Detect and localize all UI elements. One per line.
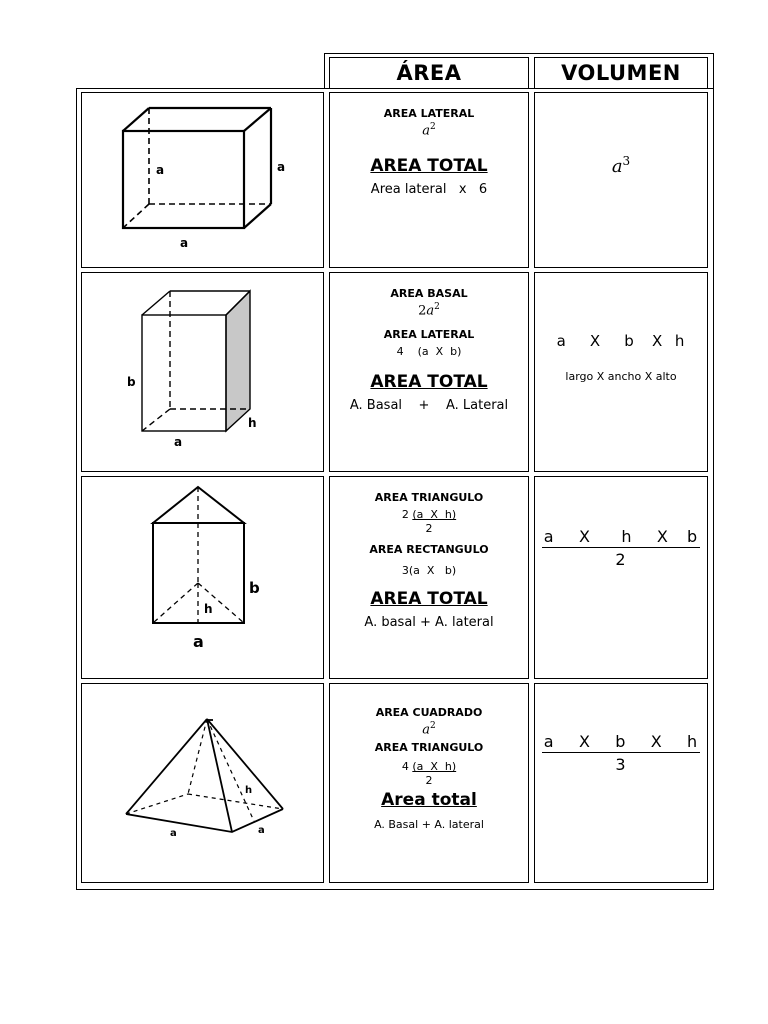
header-volumen-text: VOLUMEN: [561, 61, 681, 85]
row2-lateral-formula: 4 (a X b): [396, 345, 462, 359]
row3-label-rectangulo: AREA RECTANGULO: [369, 543, 489, 556]
row4-volume-numerator: a X b X h: [543, 732, 699, 751]
row3-figure-cell: [81, 476, 324, 679]
pyramid-label-a2: a: [258, 825, 265, 836]
row4-total-formula: A. Basal + A. lateral: [374, 818, 484, 832]
row3-area-total: AREA TOTAL: [370, 589, 488, 609]
rect-prism-figure: [82, 273, 322, 469]
row1-volume-cell: [534, 92, 708, 268]
row1-area-total: AREA TOTAL: [370, 156, 488, 177]
cube-label-a2: a: [277, 160, 286, 174]
row2-volume-cell: [534, 272, 708, 472]
row3-triangulo-denominator: 2: [425, 522, 433, 535]
row2-volume-formula: a X b X h: [556, 331, 686, 350]
row4-area-total: Area total: [381, 790, 477, 811]
pyramid-label-a1: a: [170, 828, 177, 839]
row2-formula-2a2: $2a^2$: [418, 302, 440, 319]
row1-volume-formula: $a^3$: [611, 153, 631, 177]
tri-prism-label-h: h: [204, 602, 213, 616]
row1-area-cell: [329, 92, 529, 268]
row4-label-triangulo: AREA TRIANGULO: [374, 741, 484, 755]
header-area-text: ÁREA: [396, 61, 462, 85]
row3-volume-cell: [534, 476, 708, 679]
rect-prism-label-h: h: [248, 416, 257, 430]
row2-total-formula: A. Basal + A. Lateral: [349, 398, 509, 414]
header-area: [329, 57, 529, 89]
row2-area-total: AREA TOTAL: [370, 372, 488, 393]
row3-triangulo-formula: 2 (a X h): [401, 508, 457, 521]
rect-prism-label-a: a: [174, 435, 183, 449]
row4-triangulo-formula: 4 (a X h): [401, 760, 457, 774]
row2-area-cell: [329, 272, 529, 472]
header-volumen: [534, 57, 708, 89]
cube-figure: [82, 93, 322, 265]
row3-volume-numerator: a X h X b: [543, 526, 699, 546]
row4-area-cell: [329, 683, 529, 883]
pyramid-figure: [82, 684, 322, 880]
row4-volume-cell: [534, 683, 708, 883]
tri-prism-label-b: b: [249, 579, 260, 597]
row4-figure-cell: [81, 683, 324, 883]
cube-label-a3: a: [180, 236, 189, 250]
row2-figure-cell: [81, 272, 324, 472]
row2-label-basal: AREA BASAL: [390, 287, 468, 300]
cube-label-a1: a: [156, 163, 165, 177]
row3-area-cell: [329, 476, 529, 679]
tri-prism-figure: [82, 477, 322, 677]
row1-figure-cell: [81, 92, 324, 268]
row1-label-lateral: AREA LATERAL: [383, 107, 475, 120]
row2-label-lateral: AREA LATERAL: [383, 328, 475, 342]
row2-volume-words: largo X ancho X alto: [565, 369, 677, 383]
tri-prism-label-a: a: [193, 632, 204, 651]
row4-label-cuadrado: AREA CUADRADO: [375, 706, 483, 719]
row4-formula-a2: $a^2$: [422, 721, 436, 738]
row1-formula-a2: $a^2$: [422, 122, 436, 139]
row3-label-triangulo: AREA TRIANGULO: [374, 491, 484, 504]
pyramid-label-h: h: [245, 785, 253, 796]
row3-volume-denominator: 2: [615, 549, 627, 569]
row1-total-formula: Area lateral x 6: [370, 182, 488, 198]
row4-triangulo-denominator: 2: [425, 774, 433, 788]
row3-rectangulo-formula: 3(a X b): [401, 564, 457, 577]
rect-prism-label-b: b: [127, 375, 136, 389]
row4-volume-denominator: 3: [615, 755, 627, 774]
row3-total-formula: A. basal + A. lateral: [364, 615, 494, 630]
